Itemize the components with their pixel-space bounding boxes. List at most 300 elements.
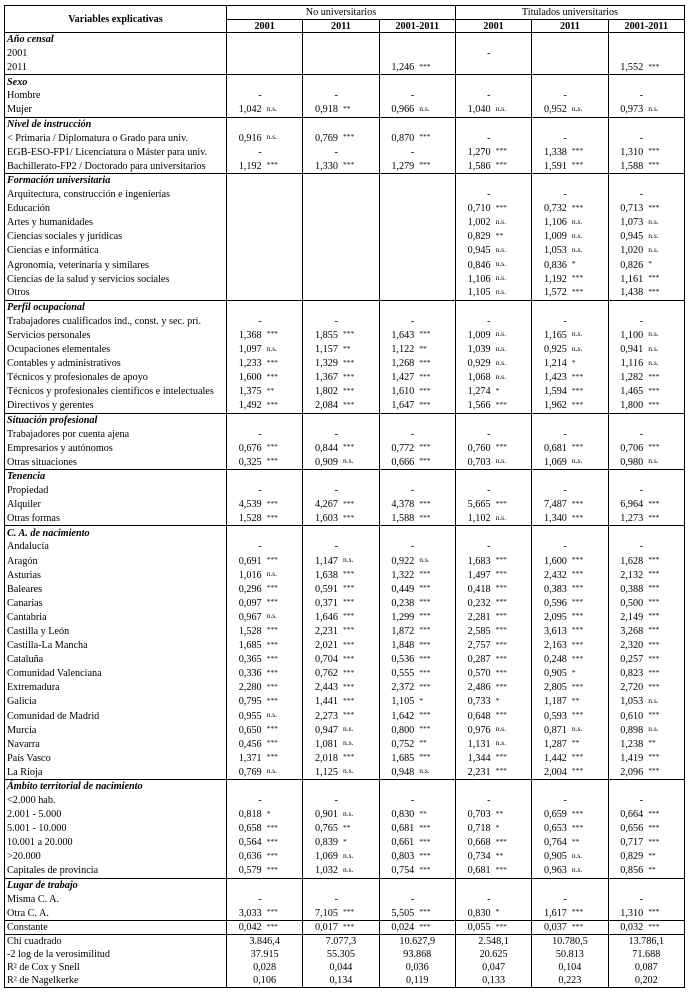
coefficient-cell (303, 61, 341, 75)
significance-cell: *** (417, 610, 455, 624)
coefficient-cell: 2,004 (543, 766, 567, 778)
significance-cell: *** (265, 864, 303, 878)
row-label: Extremadura (5, 681, 227, 695)
coefficient-cell: 1,131 (467, 738, 491, 750)
significance-cell: *** (570, 371, 608, 385)
significance-cell: *** (417, 159, 455, 173)
significance-cell: *** (648, 442, 660, 452)
coefficient-cell: 0,829 (467, 231, 491, 243)
empty-cell (532, 75, 570, 89)
empty-cell (570, 75, 608, 89)
coefficient-cell: 1,594 (543, 386, 567, 398)
empty-cell (341, 779, 379, 793)
empty-cell (455, 878, 493, 892)
significance-cell: *** (341, 709, 379, 723)
coefficient-cell: 7,105 (315, 907, 338, 919)
coefficient-cell: - (410, 90, 415, 102)
statistic-value: 7.077,3 (303, 935, 379, 948)
significance-cell (570, 427, 608, 441)
coefficient-cell: 0,681 (543, 442, 567, 454)
significance-cell: *** (341, 441, 379, 455)
significance-cell: n.s. (265, 568, 303, 582)
significance-cell: *** (570, 610, 608, 624)
coefficient-cell: 0,905 (543, 851, 567, 863)
coefficient-cell: 0,929 (467, 358, 491, 370)
significance-cell: *** (494, 836, 532, 850)
row-label: Trabajadores por cuenta ajena (5, 427, 227, 441)
empty-cell (226, 526, 264, 540)
significance-cell (646, 314, 684, 328)
table-row (5, 765, 685, 779)
fit-statistics-block (5, 935, 685, 988)
table-row (5, 427, 685, 441)
row-label: Otras situaciones (5, 455, 227, 469)
coefficient-cell (303, 286, 341, 300)
significance-cell: *** (417, 441, 455, 455)
year-header: 2011 (532, 20, 608, 33)
significance-cell: *** (265, 836, 303, 850)
table-row (5, 836, 685, 850)
section-row (5, 75, 685, 89)
significance-cell (265, 188, 303, 202)
significance-cell: *** (417, 751, 455, 765)
row-label: < Primaria / Diplomatura o Grado para univ. (5, 131, 227, 145)
empty-cell (303, 173, 341, 187)
empty-cell (417, 526, 455, 540)
table-row (5, 850, 685, 864)
coefficient-cell: 0,610 (620, 710, 644, 722)
coefficient-cell (303, 202, 341, 216)
coefficient-cell: - (410, 541, 415, 553)
empty-cell (455, 300, 493, 314)
coefficient-cell: 0,955 (238, 710, 262, 722)
significance-cell: *** (648, 681, 660, 691)
row-label: 2001 (5, 47, 227, 61)
table-row (5, 357, 685, 371)
significance-cell: *** (265, 159, 303, 173)
coefficient-cell: 0,325 (238, 456, 262, 468)
coefficient-cell: 0,769 (238, 766, 262, 778)
coefficient-cell (379, 286, 417, 300)
constant-label: Constante (5, 920, 227, 934)
significance-cell: *** (570, 441, 608, 455)
significance-cell: * (494, 385, 532, 399)
coefficient-cell: 0,733 (467, 696, 491, 708)
empty-cell (570, 300, 608, 314)
significance-cell: n.s. (494, 244, 532, 258)
significance-cell (646, 47, 684, 61)
coefficient-cell: 2,443 (315, 682, 338, 694)
empty-cell (226, 469, 264, 483)
significance-cell: n.s. (570, 864, 608, 878)
coefficient-cell: 0,909 (315, 456, 338, 468)
empty-cell (303, 117, 341, 131)
coefficient-cell: 1,287 (543, 738, 567, 750)
section-title: C. A. de nacimiento (5, 526, 227, 540)
statistic-value: 50.813 (532, 948, 608, 961)
significance-cell: *** (265, 455, 303, 469)
regression-table-container (4, 5, 685, 988)
significance-cell (417, 258, 455, 272)
significance-cell: *** (265, 328, 303, 342)
coefficient-cell: 0,024 (391, 921, 415, 933)
significance-cell (570, 89, 608, 103)
significance-cell: *** (570, 624, 608, 638)
row-label: <2.000 hab. (5, 794, 227, 808)
coefficient-cell (455, 61, 493, 75)
coefficient-cell: 2,163 (543, 640, 567, 652)
significance-cell: *** (570, 808, 608, 822)
coefficient-cell (226, 286, 264, 300)
table-row (5, 131, 685, 145)
coefficient-cell: - (487, 795, 491, 807)
empty-cell (265, 878, 303, 892)
coefficient-cell: 0,691 (238, 555, 262, 567)
row-label: Otros (5, 286, 227, 300)
coefficient-cell: 1,165 (543, 330, 567, 342)
significance-cell: *** (341, 751, 379, 765)
significance-cell: *** (341, 681, 379, 695)
significance-cell: n.s. (494, 455, 532, 469)
significance-cell (417, 230, 455, 244)
significance-cell: *** (648, 385, 660, 395)
significance-cell: *** (570, 554, 608, 568)
empty-cell (226, 300, 264, 314)
coefficient-cell: - (258, 893, 262, 905)
significance-cell: *** (265, 751, 303, 765)
significance-cell (341, 258, 379, 272)
significance-cell: *** (341, 385, 379, 399)
coefficient-cell: 1,002 (467, 217, 491, 229)
empty-cell (532, 413, 570, 427)
significance-cell: n.s. (341, 737, 379, 751)
table-row (5, 822, 685, 836)
coefficient-cell: 1,069 (315, 851, 338, 863)
coefficient-cell: 1,800 (620, 400, 644, 412)
table-row (5, 667, 685, 681)
significance-cell: *** (417, 512, 455, 526)
significance-cell: n.s. (648, 724, 659, 734)
coefficient-cell (226, 230, 264, 244)
coefficient-cell: 1,097 (238, 344, 262, 356)
coefficient-cell: 0,717 (620, 837, 644, 849)
empty-cell (417, 300, 455, 314)
coefficient-cell: 1,039 (467, 344, 491, 356)
coefficient-cell: 0,765 (315, 823, 338, 835)
section-row (5, 526, 685, 540)
section-title: Nivel de instrucción (5, 117, 227, 131)
empty-cell (455, 75, 493, 89)
coefficient-cell: - (258, 485, 262, 497)
significance-cell: *** (648, 597, 660, 607)
row-label: Castilla-La Mancha (5, 639, 227, 653)
significance-cell: *** (494, 596, 532, 610)
coefficient-cell: - (639, 132, 644, 144)
coefficient-cell: 2,149 (620, 611, 644, 623)
significance-cell: *** (417, 399, 455, 413)
significance-cell: *** (648, 287, 660, 297)
significance-cell: n.s. (570, 328, 608, 342)
significance-cell: * (570, 258, 608, 272)
empty-cell (341, 75, 379, 89)
coefficient-cell: 1,642 (391, 710, 415, 722)
row-label: Cataluña (5, 653, 227, 667)
coefficient-cell: 2,018 (315, 752, 338, 764)
table-row (5, 286, 685, 300)
empty-cell (341, 173, 379, 187)
significance-cell: *** (265, 681, 303, 695)
coefficient-cell: 5,665 (467, 499, 491, 511)
section-row (5, 779, 685, 793)
significance-cell: * (494, 695, 532, 709)
coefficient-cell: 0,570 (467, 668, 491, 680)
significance-cell: * (341, 836, 379, 850)
coefficient-cell: 2,432 (543, 569, 567, 581)
significance-cell: ** (648, 850, 656, 860)
coefficient-cell: 0,734 (467, 851, 491, 863)
empty-cell (303, 779, 341, 793)
section-title: Formación universitaria (5, 173, 227, 187)
coefficient-cell: 1,330 (315, 160, 338, 172)
coefficient-cell: 1,344 (467, 752, 491, 764)
significance-cell: *** (570, 920, 608, 934)
significance-cell: n.s. (570, 455, 608, 469)
significance-cell: n.s. (265, 343, 303, 357)
row-label: Baleares (5, 582, 227, 596)
significance-cell: *** (341, 159, 379, 173)
table-row (5, 455, 685, 469)
significance-cell: *** (417, 582, 455, 596)
empty-cell (417, 469, 455, 483)
significance-cell: n.s. (494, 216, 532, 230)
significance-cell: *** (570, 512, 608, 526)
coefficient-cell: 6,964 (620, 499, 644, 511)
significance-cell (494, 314, 532, 328)
section-row (5, 300, 685, 314)
significance-cell (417, 89, 455, 103)
coefficient-cell: - (487, 315, 491, 327)
significance-cell: *** (265, 399, 303, 413)
significance-cell (265, 216, 303, 230)
significance-cell: n.s. (494, 723, 532, 737)
significance-cell: *** (648, 667, 660, 677)
empty-cell (341, 526, 379, 540)
coefficient-cell: 0,830 (391, 809, 415, 821)
coefficient-cell (379, 272, 417, 286)
table-row (5, 103, 685, 117)
coefficient-cell: 2,273 (315, 710, 338, 722)
coefficient-cell: - (410, 795, 415, 807)
significance-cell: *** (341, 131, 379, 145)
coefficient-cell: 4,267 (315, 499, 338, 511)
significance-cell (341, 314, 379, 328)
empty-cell (570, 469, 608, 483)
statistic-value: 20.625 (455, 948, 531, 961)
coefficient-cell: 0,925 (543, 344, 567, 356)
year-header: 2001-2011 (379, 20, 455, 33)
significance-cell (494, 47, 532, 61)
coefficient-cell: 2,486 (467, 682, 491, 694)
empty-cell (532, 300, 570, 314)
significance-cell (341, 230, 379, 244)
coefficient-cell: 1,855 (315, 330, 338, 342)
empty-cell (455, 469, 493, 483)
empty-cell (455, 173, 493, 187)
table-row (5, 554, 685, 568)
coefficient-cell: 1,600 (238, 372, 262, 384)
coefficient-cell: 0,666 (391, 456, 415, 468)
table-row (5, 709, 685, 723)
coefficient-cell: 1,106 (543, 217, 567, 229)
empty-cell (608, 878, 646, 892)
significance-cell: n.s. (341, 554, 379, 568)
year-header: 2001 (455, 20, 531, 33)
coefficient-cell: - (639, 428, 644, 440)
row-label: La Rioja (5, 765, 227, 779)
coefficient-cell: 1,122 (391, 344, 415, 356)
table-body (5, 33, 685, 921)
coefficient-cell (379, 230, 417, 244)
table-row (5, 582, 685, 596)
section-title: Tenencia (5, 469, 227, 483)
significance-cell (265, 314, 303, 328)
empty-cell (341, 469, 379, 483)
group-header-titulados: Titulados universitarios (455, 6, 684, 20)
significance-cell: *** (648, 583, 660, 593)
significance-cell: n.s. (648, 695, 659, 705)
significance-cell (265, 258, 303, 272)
coefficient-cell: 1,600 (543, 555, 567, 567)
significance-cell: *** (494, 653, 532, 667)
empty-cell (379, 33, 417, 47)
section-title: Sexo (5, 75, 227, 89)
coefficient-cell: 0,664 (620, 809, 644, 821)
significance-cell (417, 540, 455, 554)
coefficient-cell (379, 202, 417, 216)
significance-cell (417, 286, 455, 300)
significance-cell (341, 188, 379, 202)
significance-cell (341, 145, 379, 159)
empty-cell (608, 75, 646, 89)
significance-cell: *** (341, 920, 379, 934)
row-label: Servicios personales (5, 328, 227, 342)
significance-cell: ** (417, 343, 455, 357)
significance-cell: *** (341, 357, 379, 371)
coefficient-cell: 0,976 (467, 724, 491, 736)
significance-cell: *** (341, 399, 379, 413)
coefficient-cell: 1,962 (543, 400, 567, 412)
significance-cell: n.s. (417, 103, 455, 117)
significance-cell: n.s. (494, 357, 532, 371)
coefficient-cell: 1,588 (620, 160, 644, 172)
empty-cell (494, 779, 532, 793)
row-label: EGB-ESO-FP1/ Licenciatura o Máster para univ. (5, 145, 227, 159)
significance-cell (341, 244, 379, 258)
significance-cell (341, 427, 379, 441)
coefficient-cell: - (639, 795, 644, 807)
coefficient-cell: 1,872 (391, 625, 415, 637)
coefficient-cell: 1,125 (315, 766, 338, 778)
significance-cell: ** (341, 103, 379, 117)
empty-cell (341, 413, 379, 427)
significance-cell: *** (570, 568, 608, 582)
table-row (5, 639, 685, 653)
empty-cell (379, 300, 417, 314)
coefficient-cell: - (487, 485, 491, 497)
coefficient-cell: 2,720 (620, 682, 644, 694)
coefficient-cell: 1,053 (543, 245, 567, 257)
table-row (5, 399, 685, 413)
coefficient-cell: 1,528 (238, 625, 262, 637)
table-row (5, 624, 685, 638)
coefficient-cell: - (258, 428, 262, 440)
significance-cell (417, 484, 455, 498)
coefficient-cell: 0,973 (620, 104, 644, 116)
table-row (5, 188, 685, 202)
coefficient-cell: 0,449 (391, 583, 415, 595)
significance-cell (570, 314, 608, 328)
empty-cell (226, 173, 264, 187)
empty-cell (608, 526, 646, 540)
table-row (5, 272, 685, 286)
table-row (5, 751, 685, 765)
coefficient-cell (226, 202, 264, 216)
significance-cell: *** (570, 286, 608, 300)
empty-cell (570, 117, 608, 131)
significance-cell: * (494, 906, 532, 920)
row-label: Canarias (5, 596, 227, 610)
coefficient-cell: - (563, 485, 567, 497)
coefficient-cell: 0,800 (391, 724, 415, 736)
coefficient-cell: 4,378 (391, 499, 415, 511)
coefficient-cell: 1,102 (467, 512, 491, 524)
coefficient-cell: - (334, 428, 338, 440)
significance-cell: *** (417, 906, 455, 920)
row-label: Ciencias de la salud y servicios sociales (5, 272, 227, 286)
row-label: Propiedad (5, 484, 227, 498)
significance-cell: *** (648, 907, 660, 917)
significance-cell: *** (570, 765, 608, 779)
year-header: 2011 (303, 20, 379, 33)
coefficient-cell (303, 272, 341, 286)
coefficient-cell: 1,802 (315, 386, 338, 398)
table-row (5, 653, 685, 667)
significance-cell (417, 244, 455, 258)
statistic-value: 37.915 (226, 948, 302, 961)
coefficient-cell: - (258, 541, 262, 553)
significance-cell (646, 427, 684, 441)
empty-cell (417, 413, 455, 427)
coefficient-cell: 0,856 (620, 865, 644, 877)
coefficient-cell: 0,846 (467, 259, 491, 271)
statistic-value: 0,036 (379, 961, 455, 974)
significance-cell: *** (341, 582, 379, 596)
significance-cell: n.s. (494, 286, 532, 300)
coefficient-cell: - (258, 315, 262, 327)
section-title: Año censal (5, 33, 227, 47)
empty-cell (646, 33, 684, 47)
coefficient-cell: 1,187 (543, 696, 567, 708)
coefficient-cell (379, 216, 417, 230)
significance-cell: *** (494, 920, 532, 934)
coefficient-cell: - (487, 541, 491, 553)
coefficient-cell (226, 258, 264, 272)
significance-cell: n.s. (494, 272, 532, 286)
coefficient-cell: 0,901 (315, 809, 338, 821)
coefficient-cell: 1,329 (315, 358, 338, 370)
significance-cell: *** (417, 681, 455, 695)
coefficient-cell: 0,947 (315, 724, 338, 736)
